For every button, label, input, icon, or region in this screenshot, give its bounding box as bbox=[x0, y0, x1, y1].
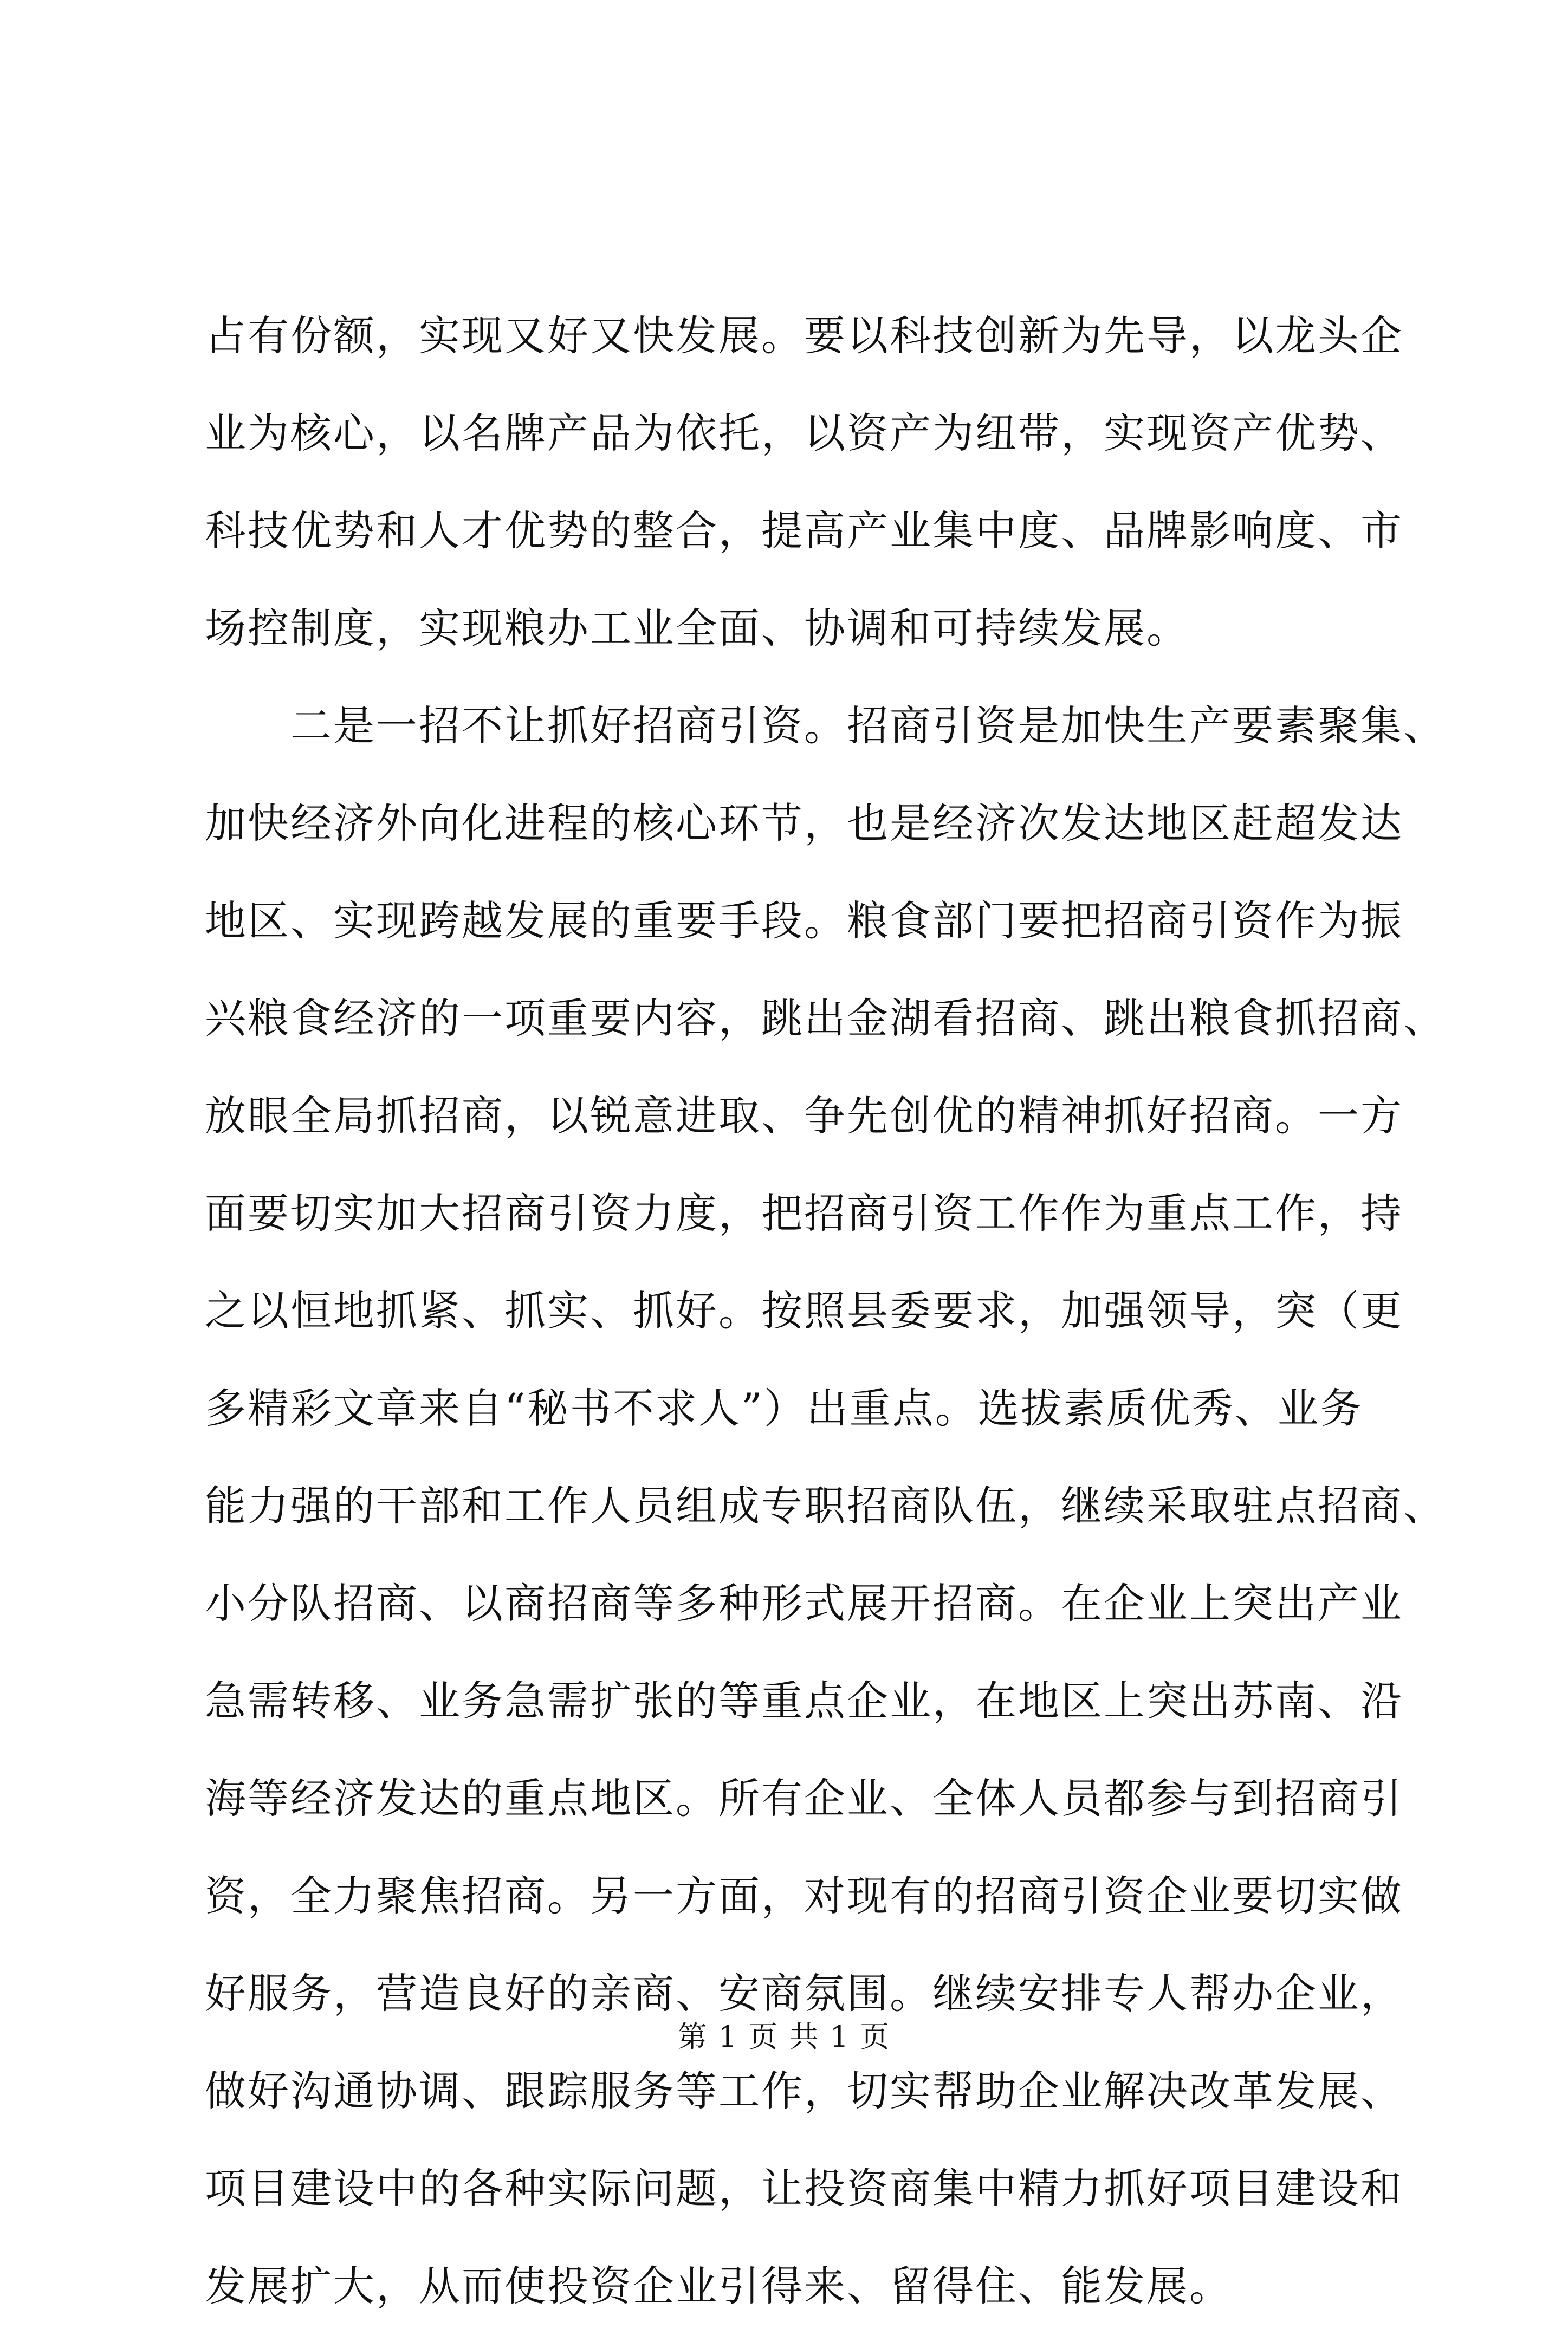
text-line: 之以恒地抓紧、抓实、抓好。按照县委要求，加强领导，突（更 bbox=[205, 1287, 1403, 1335]
text-line: 占有份额，实现又好又快发展。要以科技创新为先导，以龙头企 bbox=[205, 312, 1403, 360]
text-line: 海等经济发达的重点地区。所有企业、全体人员都参与到招商引 bbox=[205, 1774, 1403, 1822]
text-line: 做好沟通协调、跟踪服务等工作，切实帮助企业解决改革发展、 bbox=[205, 2067, 1403, 2115]
text-line: 科技优势和人才优势的整合，提高产业集中度、品牌影响度、市 bbox=[205, 507, 1403, 555]
text-line: 地区、实现跨越发展的重要手段。粮食部门要把招商引资作为振 bbox=[205, 897, 1403, 945]
text-line: 二是一招不让抓好招商引资。招商引资是加快生产要素聚集、 bbox=[205, 702, 1446, 750]
text-line: 好服务，营造良好的亲商、安商氛围。继续安排专人帮办企业， bbox=[205, 1969, 1403, 2018]
text-line: 资，全力聚焦招商。另一方面，对现有的招商引资企业要切实做 bbox=[205, 1872, 1403, 1920]
page-footer bbox=[0, 2018, 1568, 2056]
text-line: 业为核心，以名牌产品为依托，以资产为纽带，实现资产优势、 bbox=[205, 409, 1403, 457]
text-line: 加快经济外向化进程的核心环节，也是经济次发达地区赶超发达 bbox=[205, 799, 1403, 847]
text-line: 面要切实加大招商引资力度，把招商引资工作作为重点工作，持 bbox=[205, 1189, 1403, 1237]
text-line: 场控制度，实现粮办工业全面、协调和可持续发展。 bbox=[205, 604, 1189, 652]
text-line: 放眼全局抓招商，以锐意进取、争先创优的精神抓好招商。一方 bbox=[205, 1092, 1403, 1140]
text-line: 项目建设中的各种实际问题，让投资商集中精力抓好项目建设和 bbox=[205, 2164, 1403, 2213]
text-line: 多精彩文章来自“秘书不求人”）出重点。选拔素质优秀、业务 bbox=[205, 1384, 1363, 1432]
text-line: 能力强的干部和工作人员组成专职招商队伍，继续采取驻点招商、 bbox=[205, 1482, 1446, 1530]
text-line: 急需转移、业务急需扩张的等重点企业，在地区上突出苏南、沿 bbox=[205, 1677, 1403, 1725]
text-line: 发展扩大，从而使投资企业引得来、留得住、能发展。 bbox=[205, 2262, 1232, 2310]
text-line: 小分队招商、以商招商等多种形式展开招商。在企业上突出产业 bbox=[205, 1579, 1403, 1627]
page-number: 第 1 页 共 1 页 bbox=[677, 2020, 891, 2054]
text-line: 兴粮食经济的一项重要内容，跳出金湖看招商、跳出粮食抓招商、 bbox=[205, 994, 1446, 1042]
